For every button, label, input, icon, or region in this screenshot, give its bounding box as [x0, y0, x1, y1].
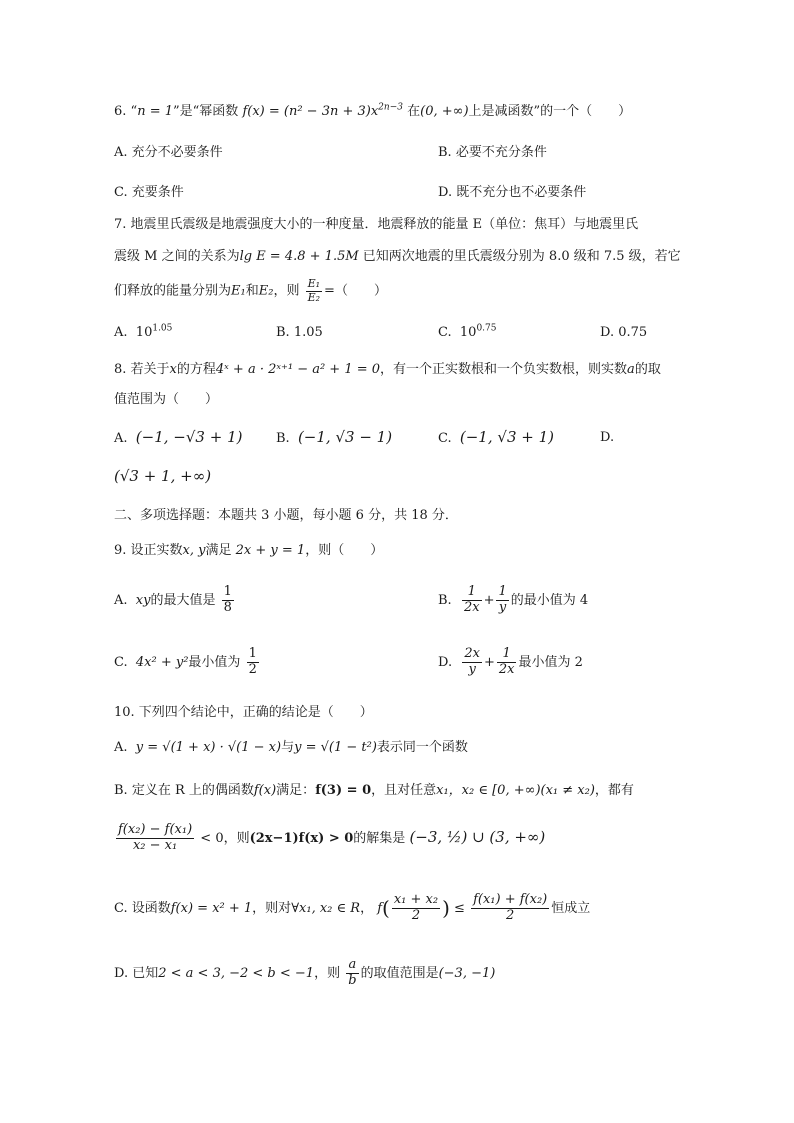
- q8-option-d: (√3 + 1, +∞): [114, 467, 212, 485]
- q7-line2-pre: 震级 M 之间的关系为: [114, 249, 240, 264]
- q8-option-a: A. (−1, −√3 + 1): [114, 428, 243, 446]
- q6-cond: n = 1: [137, 104, 173, 119]
- section-heading: 二、多项选择题：本题共 3 小题，每小题 6 分，共 18 分．: [114, 508, 458, 523]
- q8-line2: 值范围为（ ）: [114, 392, 219, 407]
- q8-option-d-label: D.: [600, 430, 615, 445]
- q8-option-b: B. (−1, √3 − 1): [276, 428, 393, 446]
- q10-option-a: A. y = √(1 + x) · √(1 − x)与y = √(1 − t²)表示同一个函数: [114, 740, 468, 755]
- q9-option-b: B. $\frac{1}{2x}$ + $\frac{1}{y}$ 的最小值为 4: [438, 584, 589, 615]
- q7-option-d: D. 0.75: [600, 325, 648, 340]
- q7-option-b: B. 1.05: [276, 325, 323, 340]
- q6-on: 在: [407, 104, 421, 119]
- q10-option-b-line1: B. 定义在 R 上的偶函数f(x)满足：f(3) = 0，且对任意x₁，x₂ ∈ [0, +∞)(x₁ ≠ x₂)，都有: [114, 783, 634, 798]
- q7-line2-post: 已知两次地震的里氏震级分别为 8.0 级和 7.5 级，若它: [362, 249, 681, 264]
- q7-option-a: A. $10^{1.05}$: [114, 323, 173, 340]
- q6-tail: 上是减函数”的一个（ ）: [468, 104, 632, 119]
- q7-line1: 7. 地震里氏震级是地震强度大小的一种度量．地震释放的能量 E（单位：焦耳）与地震里氏: [114, 217, 639, 232]
- q6-option-c: C. 充要条件: [114, 185, 184, 200]
- q10-option-d: D. 已知2 < a < 3, −2 < b < −1，则 $\frac{a}{b}$ 的取值范围是(−3, −1): [114, 957, 496, 988]
- q6-option-d: D. 既不充分也不必要条件: [438, 185, 587, 200]
- q6-func: f(x) = (n² − 3n + 3)x: [242, 104, 379, 119]
- q9-a-fraction: $\frac{1}{8}$: [223, 584, 232, 615]
- q7-line3-post: =（ ）: [324, 283, 387, 299]
- q6-option-a: A. 充分不必要条件: [114, 145, 223, 160]
- q6-stem: [114, 104, 631, 120]
- q7-e1: E₁: [231, 283, 246, 299]
- q7-formula: lg E = 4.8 + 1.5M: [239, 249, 359, 264]
- q8-equation: 4ˣ + a · 2ˣ⁺¹ − a² + 1 = 0: [215, 362, 381, 377]
- q6-mid: ”是“幂函数: [173, 104, 239, 119]
- q7-option-c: C. $10^{0.75}$: [438, 323, 497, 340]
- q6-option-b: B. 必要不充分条件: [438, 145, 547, 160]
- q9-option-c: C. 4x² + y²最小值为 $\frac{1}{2}$: [114, 646, 257, 677]
- q9-option-a: A. xy的最大值是 $\frac{1}{8}$: [114, 584, 232, 615]
- q7-line2: [114, 249, 681, 265]
- q10-option-c: C. 设函数f(x) = x² + 1，则对∀x₁, x₂ ∈ R， f( $\frac{\text{x₁ + x₂}}{2}$ ) ≤ $\frac{\text{f(x₁) + f(x₂)}}{2}$ 恒成立: [114, 892, 591, 923]
- q10-stem: 10. 下列四个结论中，正确的结论是（ ）: [114, 705, 373, 720]
- q9-stem: 9. 设正实数x, y满足 2x + y = 1，则（ ）: [114, 543, 384, 558]
- q9-option-d: D. $\frac{2x}{y}$ + $\frac{1}{2x}$ 最小值为 2: [438, 646, 583, 677]
- q7-fraction: $\frac{\text{E₁}}{\text{E₂}}$: [307, 277, 321, 304]
- q6-exp: 2n−3: [378, 102, 403, 113]
- q7-line3-mid: ，则: [273, 283, 300, 299]
- q7-line3: [114, 278, 387, 304]
- q7-e2: E₂: [258, 283, 274, 299]
- q7-line3-pre: 们释放的能量分别为: [114, 283, 232, 299]
- q6-pre: 6. “: [114, 104, 138, 119]
- q7-and: 和: [245, 283, 259, 299]
- q8-option-c: C. (−1, √3 + 1): [438, 428, 554, 446]
- q8-stem: 8. 若关于x的方程4ˣ + a · 2ˣ⁺¹ − a² + 1 = 0，有一个正实数根和一个负实数根，则实数a的取: [114, 362, 661, 377]
- q6-interval: (0, +∞): [420, 104, 469, 119]
- q10-option-b-line2: $\frac{\text{f(x₂) − f(x₁)}}{\text{x₂ − x₁}}$ < 0，则(2x−1)f(x) > 0的解集是 (−3, ½) ∪ (3, +∞): [118, 822, 546, 853]
